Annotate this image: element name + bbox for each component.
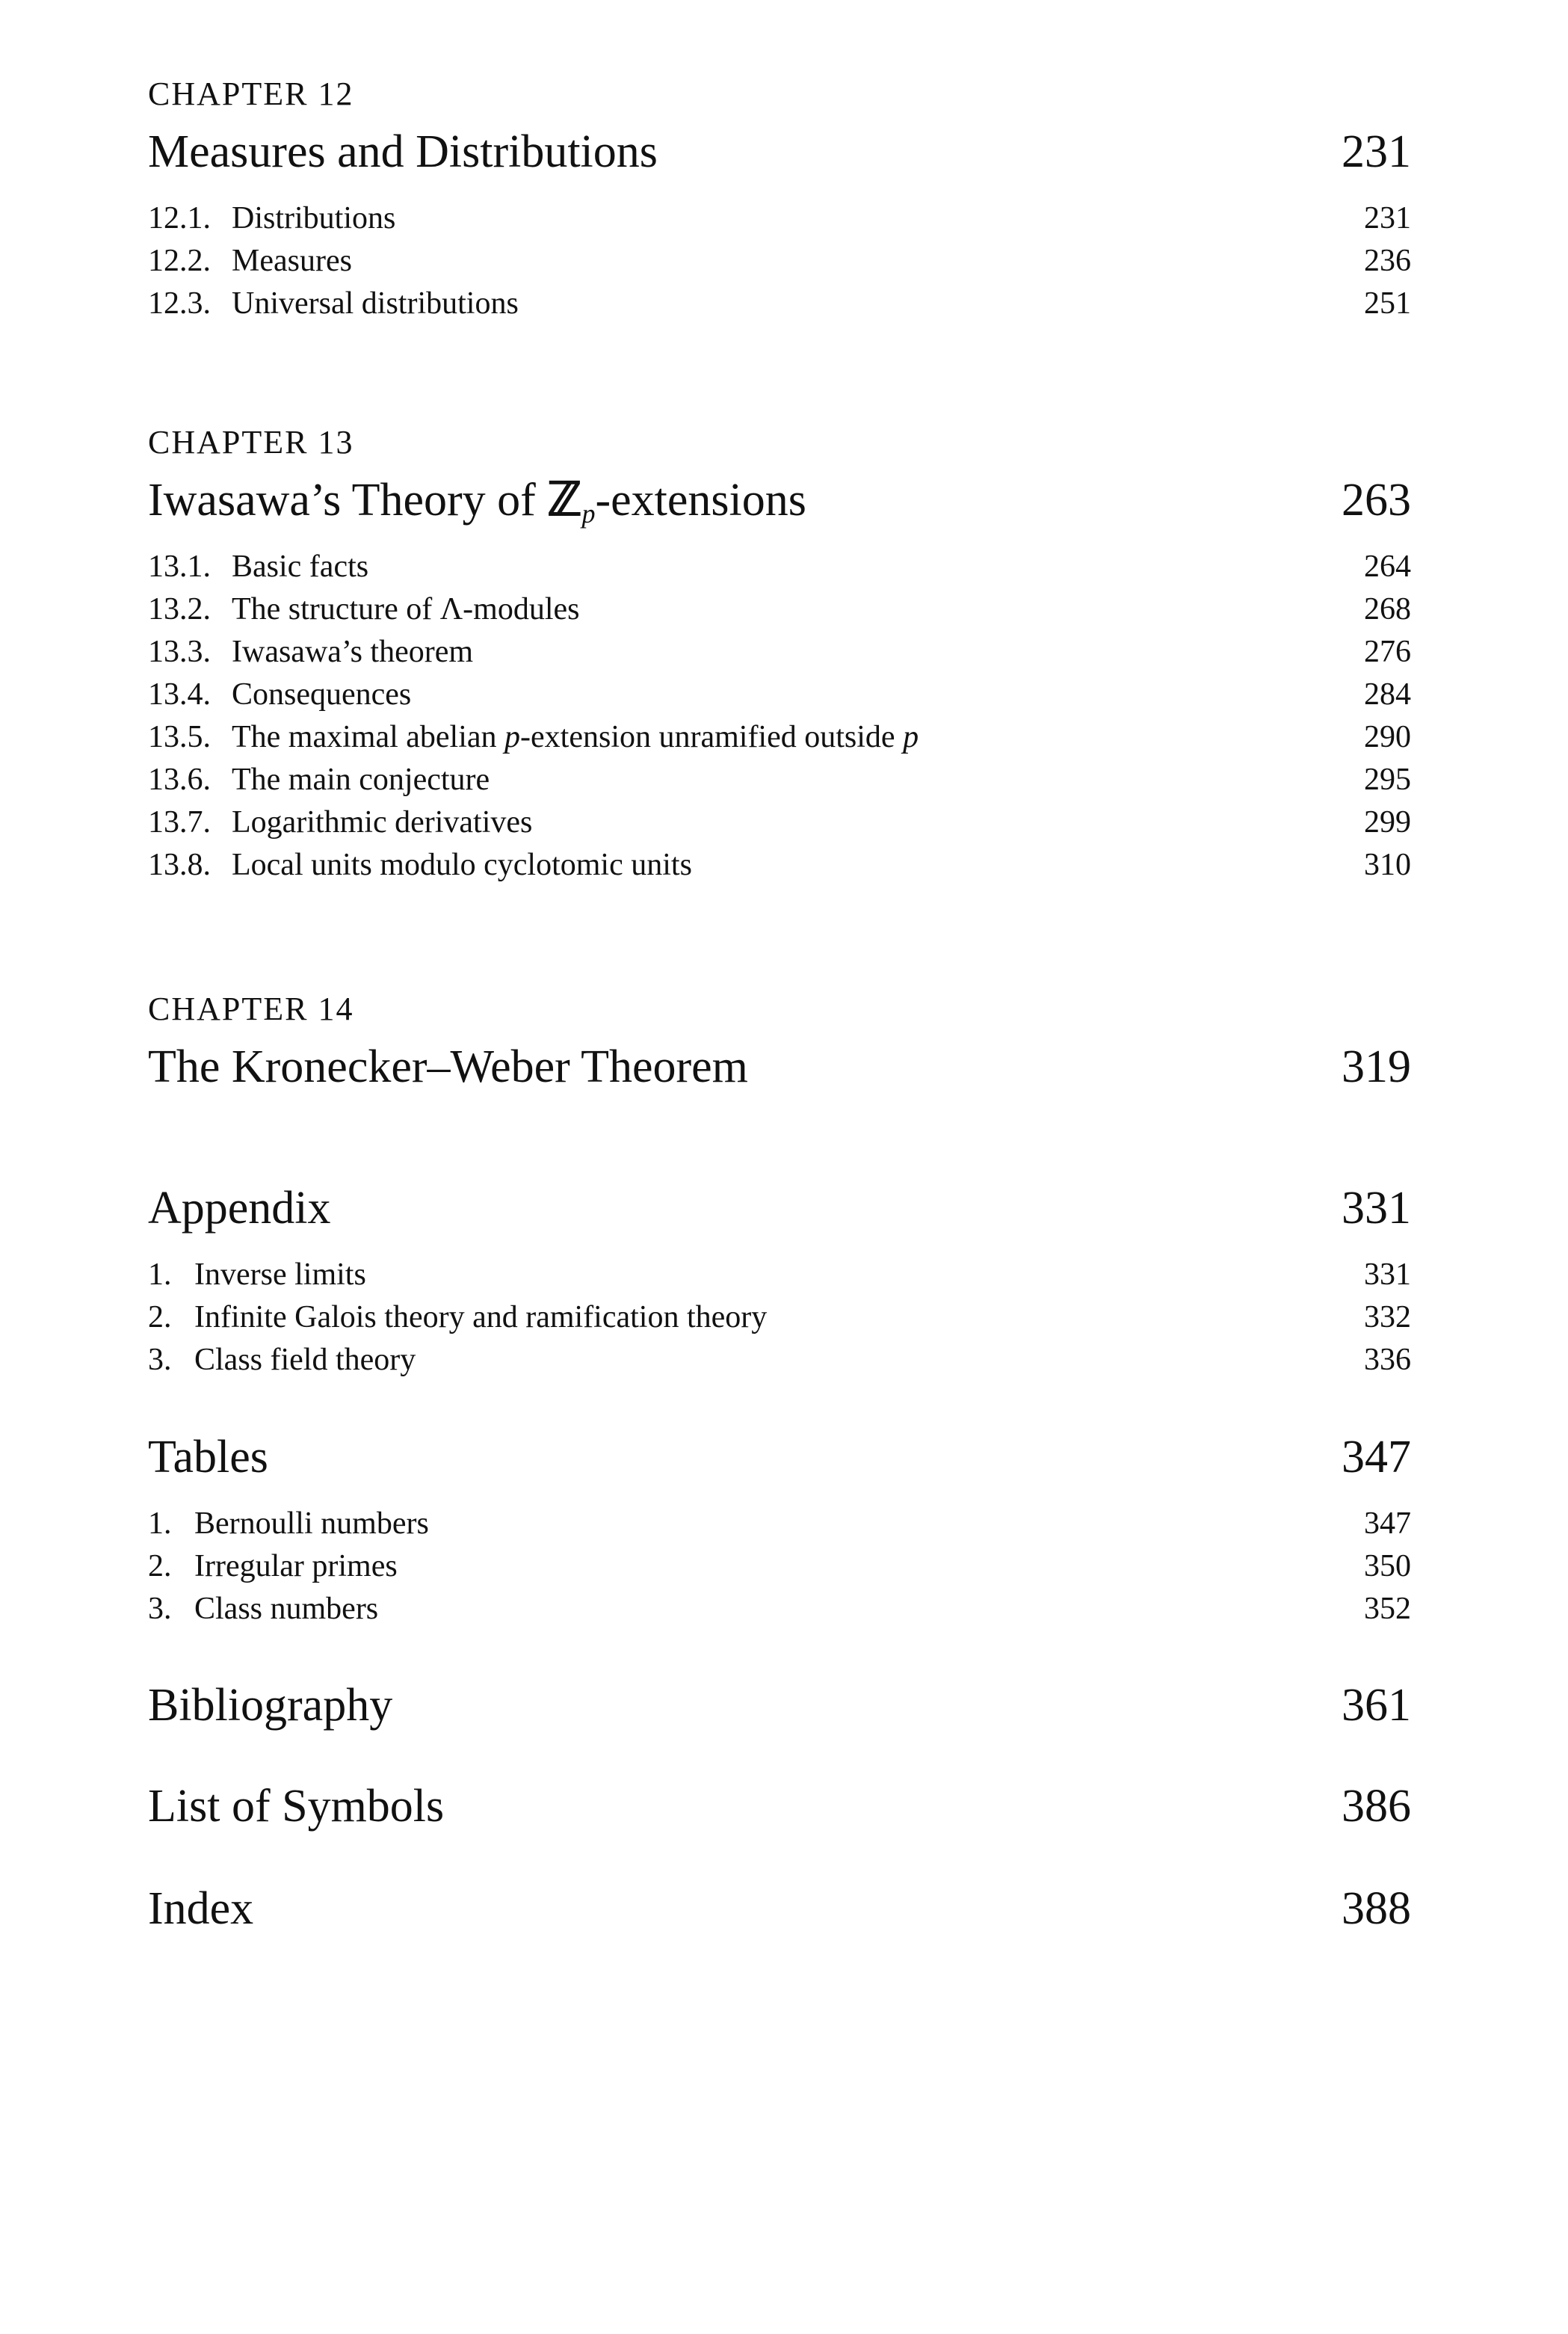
section-page: 299	[1364, 805, 1411, 840]
chapter-12	[148, 78, 1411, 325]
chapter-title: The Kronecker–Weber Theorem	[148, 1041, 748, 1092]
chapter-13	[148, 426, 1411, 887]
chapter-label: CHAPTER 14	[148, 991, 354, 1027]
section-number: 3.	[148, 1592, 172, 1626]
section-title-part: -extension unramified outside	[520, 720, 904, 754]
chapter-label: CHAPTER 12	[148, 76, 354, 112]
section-page: 290	[1364, 720, 1411, 754]
section-row[interactable]	[148, 1545, 1411, 1588]
chapter-14	[148, 993, 1411, 1090]
section-page: 350	[1364, 1549, 1411, 1583]
section-row[interactable]	[148, 283, 1411, 325]
section-row[interactable]	[148, 546, 1411, 588]
chapter-label: CHAPTER 13	[148, 424, 354, 461]
section-number: 13.8.	[148, 848, 211, 882]
index	[148, 1885, 1411, 1932]
section-row[interactable]	[148, 240, 1411, 283]
section-number: 13.2.	[148, 592, 211, 626]
section-row[interactable]	[148, 588, 1411, 631]
section-row[interactable]	[148, 1254, 1411, 1296]
symbols-page: 386	[1342, 1781, 1411, 1832]
section-title: Distributions	[232, 201, 396, 235]
section-page: 352	[1364, 1592, 1411, 1626]
section-row[interactable]	[148, 1339, 1411, 1382]
section-page: 251	[1364, 286, 1411, 321]
tables-title: Tables	[148, 1432, 268, 1482]
chapter-title: Measures and Distributions	[148, 126, 658, 177]
chapter-title-suffix: -extensions	[595, 475, 806, 526]
section-page: 268	[1364, 592, 1411, 626]
section-number: 12.2.	[148, 244, 211, 278]
index-page: 388	[1342, 1883, 1411, 1934]
section-title: Class field theory	[194, 1343, 416, 1377]
section-title: Consequences	[232, 677, 412, 712]
section-page: 310	[1364, 848, 1411, 882]
section-number: 13.4.	[148, 677, 211, 712]
section-page: 331	[1364, 1257, 1411, 1292]
chapter-title-row[interactable]	[148, 475, 1411, 529]
tables-title-row[interactable]	[148, 1434, 1411, 1480]
section-number: 12.1.	[148, 201, 211, 235]
section-number: 13.3.	[148, 635, 211, 669]
section-number: 12.3.	[148, 286, 211, 321]
appendix-page: 331	[1342, 1183, 1411, 1234]
tables	[148, 1434, 1411, 1631]
bibliography	[148, 1680, 1411, 1731]
prime-variable: p	[903, 720, 919, 754]
prime-subscript: p	[581, 499, 596, 529]
section-title: Measures	[232, 244, 352, 278]
integers-symbol: ℤ	[547, 475, 582, 526]
section-title: Local units modulo cyclotomic units	[232, 848, 692, 882]
section-title: Universal distributions	[232, 286, 519, 321]
section-row[interactable]	[148, 631, 1411, 674]
chapter-page: 231	[1342, 126, 1411, 177]
tables-page: 347	[1342, 1432, 1411, 1482]
appendix	[148, 1185, 1411, 1382]
section-page: 284	[1364, 677, 1411, 712]
section-page: 295	[1364, 763, 1411, 797]
section-page: 231	[1364, 201, 1411, 235]
symbols-title: List of Symbols	[148, 1781, 445, 1832]
section-title: Inverse limits	[194, 1257, 366, 1292]
section-page: 332	[1364, 1300, 1411, 1334]
section-title: The structure of Λ-modules	[232, 592, 580, 626]
list-of-symbols	[148, 1781, 1411, 1832]
section-title: Bernoulli numbers	[194, 1506, 429, 1541]
index-title-row[interactable]	[148, 1885, 1411, 1932]
section-number: 2.	[148, 1549, 172, 1583]
section-row[interactable]	[148, 1503, 1411, 1545]
section-list	[148, 1503, 1411, 1631]
section-title: The main conjecture	[232, 763, 490, 797]
section-row[interactable]	[148, 674, 1411, 716]
section-title: Infinite Galois theory and ramification theory	[194, 1300, 768, 1334]
chapter-title-row[interactable]	[148, 1041, 1411, 1092]
bibliography-title: Bibliography	[148, 1680, 393, 1731]
section-number: 13.1.	[148, 549, 211, 584]
chapter-page: 263	[1342, 475, 1411, 526]
section-row[interactable]	[148, 197, 1411, 240]
section-number: 1.	[148, 1257, 172, 1292]
section-page: 264	[1364, 549, 1411, 584]
section-page: 336	[1364, 1343, 1411, 1377]
bibliography-page: 361	[1342, 1680, 1411, 1731]
chapter-title-row[interactable]	[148, 126, 1411, 177]
section-title: Iwasawa’s theorem	[232, 635, 474, 669]
section-page: 236	[1364, 244, 1411, 278]
index-title: Index	[148, 1883, 254, 1934]
section-list	[148, 546, 1411, 887]
section-title: Irregular primes	[194, 1549, 398, 1583]
chapter-title-text: Iwasawa’s Theory of	[148, 475, 548, 526]
section-number: 13.5.	[148, 720, 211, 754]
chapter-title	[148, 475, 806, 529]
section-title-part: The maximal abelian	[232, 720, 505, 754]
section-row[interactable]	[148, 716, 1411, 759]
section-number: 1.	[148, 1506, 172, 1541]
symbols-title-row[interactable]	[148, 1781, 1411, 1832]
section-page: 276	[1364, 635, 1411, 669]
appendix-title-row[interactable]	[148, 1183, 1411, 1234]
section-number: 3.	[148, 1343, 172, 1377]
section-row[interactable]	[148, 759, 1411, 801]
section-list	[148, 1254, 1411, 1382]
section-row[interactable]	[148, 844, 1411, 887]
section-number: 13.7.	[148, 805, 211, 840]
section-row[interactable]	[148, 1588, 1411, 1631]
appendix-title: Appendix	[148, 1183, 331, 1234]
chapter-page: 319	[1342, 1041, 1411, 1092]
section-list	[148, 197, 1411, 325]
section-row[interactable]	[148, 1296, 1411, 1339]
section-row[interactable]	[148, 801, 1411, 844]
section-title: Basic facts	[232, 549, 369, 584]
section-number: 2.	[148, 1300, 172, 1334]
section-number: 13.6.	[148, 763, 211, 797]
prime-variable: p	[504, 720, 521, 754]
section-page: 347	[1364, 1506, 1411, 1541]
section-title	[232, 720, 919, 754]
section-title: Class numbers	[194, 1592, 379, 1626]
bibliography-title-row[interactable]	[148, 1680, 1411, 1731]
section-title: Logarithmic derivatives	[232, 805, 533, 840]
